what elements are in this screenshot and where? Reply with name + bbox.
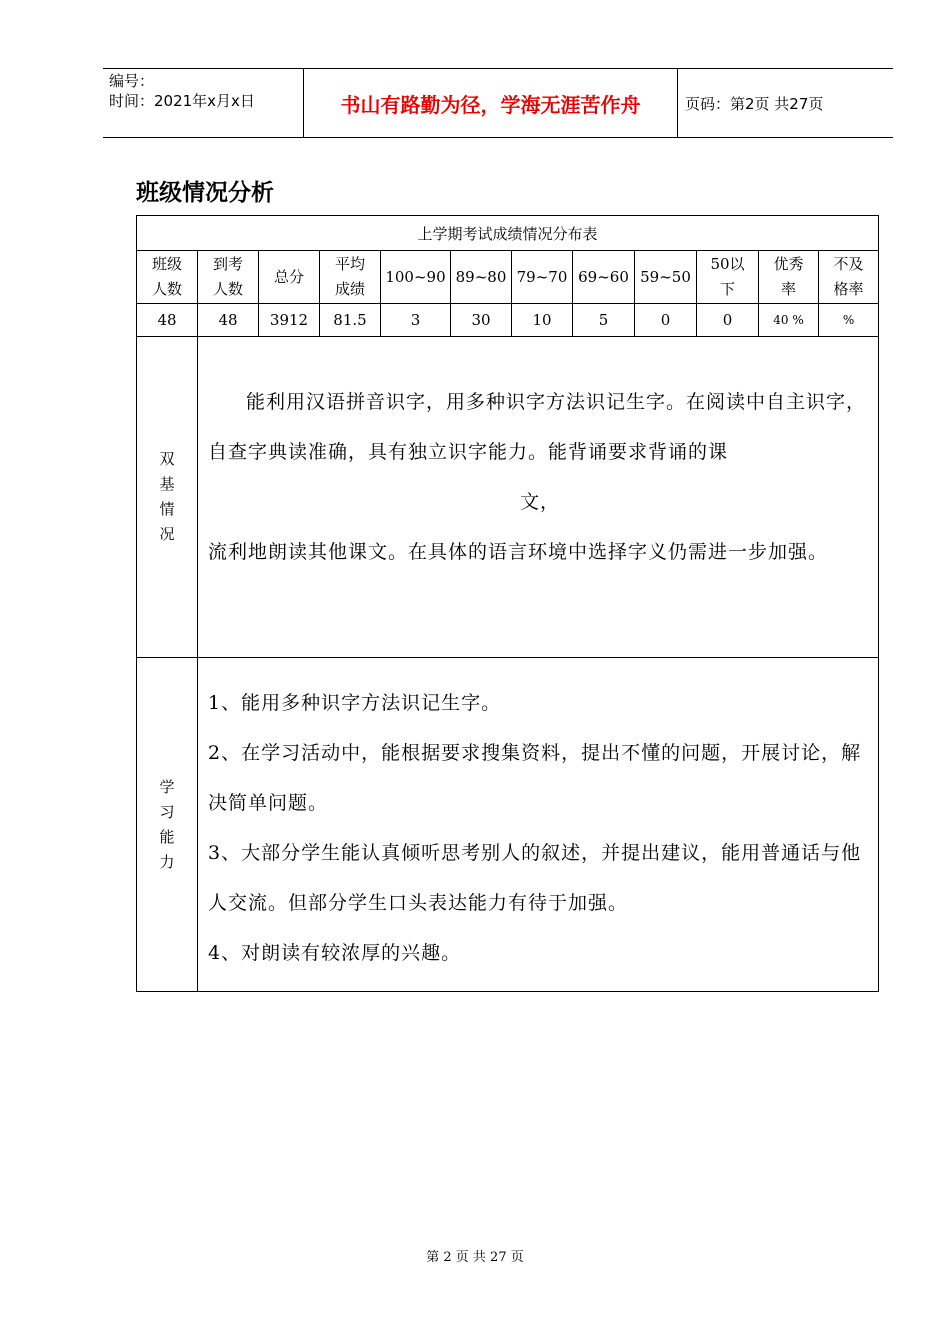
table-header-cell: 100~90 (381, 251, 451, 304)
table-header-cell: 班级 人数 (137, 251, 198, 304)
page-footer: 第 2 页 共 27 页 (426, 1250, 524, 1265)
header-page-info: 页码：第2页 共27页 (685, 94, 824, 113)
ability-item: 4、对朗读有较浓厚的兴趣。 (208, 942, 462, 964)
table-value-cell: 0 (697, 304, 759, 337)
basics-paragraph: 能利用汉语拼音识字，用多种识字方法识记生字。在阅读中自主识字，自查字典读准确，具有独立识字能力。能背诵要求背诵的课 (208, 391, 867, 463)
table-header-cell: 到考 人数 (198, 251, 259, 304)
ability-label-text: 学 习 能 力 (159, 777, 175, 871)
header-divider (677, 69, 678, 137)
ability-label (137, 658, 198, 992)
basics-content (198, 337, 879, 658)
ability-item: 3、大部分学生能认真倾听思考别人的叙述，并提出建议，能用普通话与他人交流。但部分学生口头表达能力有待于加强。 (208, 842, 862, 914)
score-table (136, 215, 879, 992)
table-caption: 上学期考试成绩情况分布表 (137, 216, 879, 251)
ability-item: 2、在学习活动中，能根据要求搜集资料，提出不懂的问题，开展讨论，解决简单问题。 (208, 742, 862, 814)
document-date: 时间：2021年x月x日 (109, 92, 255, 110)
table-header-cell: 59~50 (635, 251, 697, 304)
table-header-cell: 69~60 (573, 251, 635, 304)
basics-paragraph-end: 文， (520, 491, 561, 513)
table-value-cell: 81.5 (320, 304, 381, 337)
table-header-cell: 平均 成绩 (320, 251, 381, 304)
table-value-cell: 48 (198, 304, 259, 337)
table-header-cell: 89~80 (451, 251, 512, 304)
table-value-cell: 40 % (759, 304, 819, 337)
table-value-cell: 10 (512, 304, 573, 337)
header-meta (109, 71, 301, 111)
table-value-cell: 30 (451, 304, 512, 337)
table-header-cell: 总分 (259, 251, 320, 304)
table-value-cell: 3912 (259, 304, 320, 337)
ability-item: 1、能用多种识字方法识记生字。 (208, 692, 502, 714)
table-header-cell: 优秀 率 (759, 251, 819, 304)
document-number: 编号： (109, 72, 155, 90)
table-header-cell: 79~70 (512, 251, 573, 304)
table-header-row (137, 251, 879, 304)
page-header (103, 68, 893, 138)
basics-label (137, 337, 198, 658)
header-motto: 书山有路勤为径，学海无涯苦作舟 (340, 92, 641, 117)
table-value-cell: 5 (573, 304, 635, 337)
ability-content (198, 658, 879, 992)
basics-label-text: 双 基 情 况 (159, 450, 175, 543)
table-value-cell: % (819, 304, 879, 337)
basics-paragraph: 流利地朗读其他课文。在具体的语言环境中选择字义仍需进一步加强。 (208, 541, 829, 563)
table-header-cell: 不及 格率 (819, 251, 879, 304)
table-header-cell: 50以 下 (697, 251, 759, 304)
table-value-cell: 3 (381, 304, 451, 337)
table-value-cell: 48 (137, 304, 198, 337)
section-title: 班级情况分析 (136, 180, 274, 206)
table-value-cell: 0 (635, 304, 697, 337)
table-value-row (137, 304, 879, 337)
